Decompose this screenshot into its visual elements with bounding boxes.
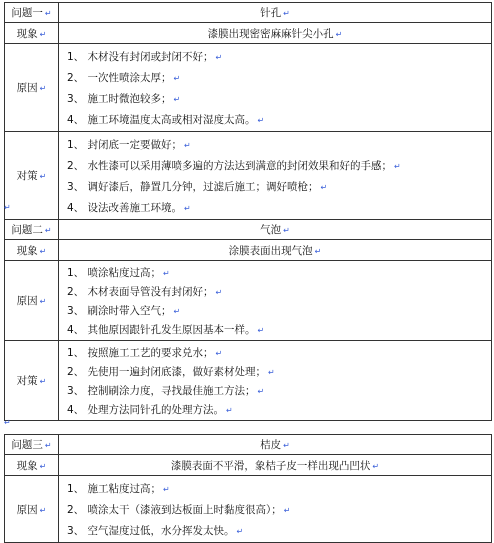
cause-item: 1、 施工粘度过高； ↵ <box>67 483 170 495</box>
paragraph-mark-icon: ↵ <box>283 506 291 515</box>
problem-id-label: 问题二 <box>11 224 43 236</box>
paragraph-mark-icon: ↵ <box>257 387 265 396</box>
header-row <box>5 3 492 23</box>
paragraph-mark-icon: ↵ <box>39 377 47 386</box>
problem-id-cell <box>5 3 59 23</box>
symptom-row <box>5 240 492 261</box>
paragraph-mark-icon: ↵ <box>283 9 290 18</box>
paragraph-mark-icon: ↵ <box>39 246 47 256</box>
paragraph-mark-icon: ↵ <box>4 418 11 427</box>
paragraph-mark-icon: ↵ <box>215 349 223 358</box>
paragraph-mark-icon: ↵ <box>173 307 181 316</box>
paragraph-mark-icon: ↵ <box>44 226 52 235</box>
measure-item: 2、 先使用一遍封闭底漆，做好素材处理； ↵ <box>67 366 275 378</box>
symptom-label: 现象 <box>16 244 38 257</box>
measure-item: 1、 封闭底一定要做好； ↵ <box>67 139 191 151</box>
paragraph-mark-icon: ↵ <box>226 406 233 415</box>
measure-label-cell <box>5 132 59 220</box>
symptom-text-cell <box>59 455 492 476</box>
problem-id-cell <box>5 220 59 240</box>
paragraph-mark-icon: ↵ <box>215 53 223 62</box>
symptom-label-cell <box>5 23 59 44</box>
paragraph-mark-icon: ↵ <box>283 441 290 450</box>
problem-title-cell <box>59 3 492 23</box>
cause-item: 3、 空气湿度过低，水分挥发太快。 ↵ <box>67 525 244 537</box>
problem-title: 气泡 <box>260 224 282 236</box>
paragraph-mark-icon: ↵ <box>39 84 47 93</box>
symptom-row <box>5 23 492 44</box>
paragraph-mark-icon: ↵ <box>283 226 290 235</box>
symptom-label: 现象 <box>16 27 38 40</box>
cause-list-cell <box>59 261 492 341</box>
paragraph-mark-icon: ↵ <box>335 29 343 39</box>
paragraph-mark-icon: ↵ <box>163 269 170 278</box>
cause-list-cell <box>59 476 492 543</box>
cause-row <box>5 44 492 132</box>
paragraph-mark-icon: ↵ <box>257 116 265 125</box>
paragraph-mark-icon: ↵ <box>39 29 47 39</box>
cause-label-cell <box>5 261 59 341</box>
measure-item: 2、 水性漆可以采用薄喷多遍的方法达到满意的封闭效果和好的手感； ↵ <box>67 160 401 172</box>
paragraph-mark-icon: ↵ <box>215 288 223 297</box>
measure-label-cell <box>5 341 59 421</box>
problem-id-label: 问题一 <box>11 7 43 19</box>
paragraph-mark-icon: ↵ <box>268 368 275 377</box>
symptom-text: 漆膜表面不平滑，象桔子皮一样出现凸凹状 <box>170 459 371 472</box>
symptom-label-cell <box>5 455 59 476</box>
problem-table-2 <box>4 219 492 421</box>
paragraph-mark-icon: ↵ <box>39 172 47 181</box>
measure-row <box>5 341 492 421</box>
paragraph-mark-icon: ↵ <box>372 461 380 471</box>
cause-label: 原因 <box>16 295 38 307</box>
symptom-text: 漆膜出现密密麻麻针尖小孔 <box>207 27 334 40</box>
cause-item: 1、 喷涂粘度过高； ↵ <box>67 267 170 279</box>
problem-title-cell <box>59 220 492 240</box>
measure-item: 4、 设法改善施工环境。 ↵ <box>67 202 191 214</box>
measure-label: 对策 <box>16 170 38 182</box>
problem-id-label: 问题三 <box>11 439 43 451</box>
paragraph-mark-icon: ↵ <box>173 74 181 83</box>
symptom-text-cell <box>59 23 492 44</box>
cause-label: 原因 <box>16 82 38 94</box>
cause-row <box>5 261 492 341</box>
header-row <box>5 220 492 240</box>
cause-item: 2、 喷涂太干（漆液到达板面上时黏度很高）； ↵ <box>67 504 291 516</box>
paragraph-mark-icon: ↵ <box>173 95 181 104</box>
cause-label-cell <box>5 44 59 132</box>
header-row <box>5 435 492 455</box>
paragraph-mark-icon: ↵ <box>314 246 322 256</box>
cause-label: 原因 <box>16 503 38 516</box>
measure-item: 3、 调好漆后，静置几分钟，过滤后施工；调好喷枪； ↵ <box>67 181 328 193</box>
paragraph-mark-icon: ↵ <box>44 441 52 450</box>
problem-title: 针孔 <box>260 7 282 19</box>
paragraph-mark-icon: ↵ <box>39 461 47 471</box>
symptom-text: 涂膜表面出现气泡 <box>228 244 313 257</box>
problem-table-3 <box>4 434 492 543</box>
problem-table-1 <box>4 2 492 220</box>
paragraph-mark-icon: ↵ <box>320 183 328 192</box>
paragraph-mark-icon: ↵ <box>39 505 47 515</box>
paragraph-mark-icon: ↵ <box>257 326 265 335</box>
paragraph-mark-icon: ↵ <box>184 141 191 150</box>
cause-item: 1、 木材没有封闭或封闭不好； ↵ <box>67 51 223 63</box>
measure-row <box>5 132 492 220</box>
paragraph-mark-icon: ↵ <box>236 527 244 536</box>
paragraph-mark-icon: ↵ <box>184 204 191 213</box>
cause-item: 2、 一次性喷涂太厚； ↵ <box>67 72 181 84</box>
symptom-row <box>5 455 492 476</box>
measure-label: 对策 <box>16 375 38 387</box>
measure-item: 4、 处理方法同针孔的处理方法。 ↵ <box>67 404 233 416</box>
paragraph-mark-icon: ↵ <box>39 297 47 306</box>
measure-item: 3、 控制刷涂力度，寻找最佳施工方法； ↵ <box>67 385 265 397</box>
cause-list-cell <box>59 44 492 132</box>
cause-item: 4、 其他原因跟针孔发生原因基本一样。 ↵ <box>67 324 265 336</box>
cause-item: 3、 施工时微泡较多； ↵ <box>67 93 181 105</box>
measure-list-cell <box>59 341 492 421</box>
paragraph-mark-icon: ↵ <box>4 203 11 212</box>
symptom-label-cell <box>5 240 59 261</box>
measure-list-cell <box>59 132 492 220</box>
cause-item: 2、 木材表面导管没有封闭好； ↵ <box>67 286 223 298</box>
cause-item: 3、 刷涂时带入空气； ↵ <box>67 305 181 317</box>
paragraph-mark-icon: ↵ <box>44 9 52 18</box>
problem-title-cell <box>59 435 492 455</box>
symptom-text-cell <box>59 240 492 261</box>
measure-item: 1、 按照施工工艺的要求兑水； ↵ <box>67 347 223 359</box>
symptom-label: 现象 <box>16 459 38 472</box>
cause-label-cell <box>5 476 59 543</box>
cause-item: 4、 施工环境温度太高或相对湿度太高。 ↵ <box>67 114 265 126</box>
problem-id-cell <box>5 435 59 455</box>
cause-row <box>5 476 492 543</box>
paragraph-mark-icon: ↵ <box>163 485 170 494</box>
paragraph-mark-icon: ↵ <box>394 162 401 171</box>
problem-title: 桔皮 <box>260 439 282 451</box>
